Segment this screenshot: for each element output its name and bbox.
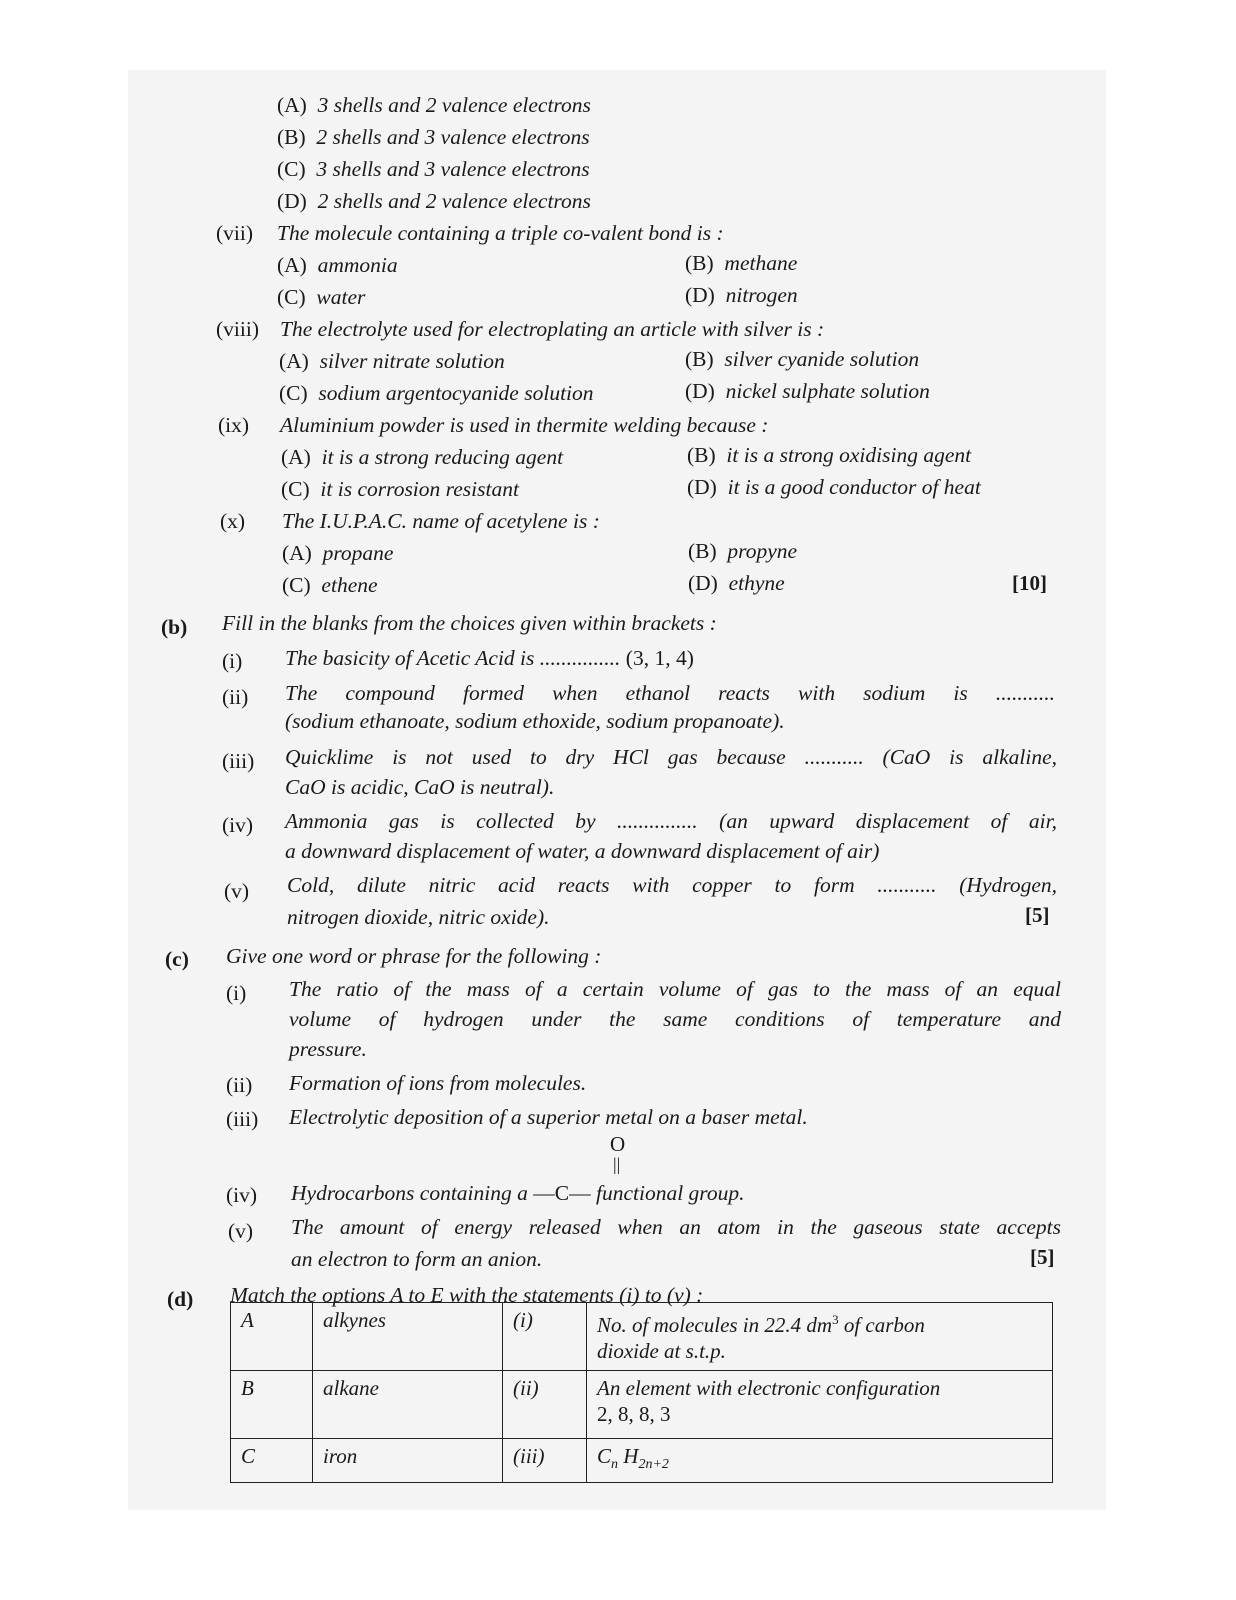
- part-b-ii-line2: (sodium ethanoate, sodium ethoxide, sodium propanoate).: [285, 709, 785, 733]
- row-option: alkynes: [313, 1303, 503, 1371]
- part-b-iii-number: (iii): [222, 749, 255, 773]
- part-c-ii-text: Formation of ions from molecules.: [289, 1071, 587, 1095]
- part-c-ii-number: (ii): [226, 1073, 253, 1097]
- marks-part-a: [10]: [1012, 571, 1047, 595]
- row-statement: $C_n$ $H_{2n+2}$: [587, 1439, 1053, 1483]
- row-letter: C: [231, 1439, 313, 1483]
- q8-option-d: (D) nickel sulphate solution: [685, 379, 930, 403]
- part-b-ii-line1: The compound formed when ethanol reacts with sodium is ...........: [285, 681, 1055, 705]
- marks-part-c: [5]: [1030, 1245, 1055, 1269]
- part-c-iv-number: (iv): [226, 1183, 258, 1207]
- part-b-v-line2: nitrogen dioxide, nitric oxide).: [287, 905, 550, 929]
- q7-text: The molecule containing a triple co-valent bond is :: [277, 221, 724, 245]
- row-letter: B: [231, 1371, 313, 1439]
- row-option: iron: [313, 1439, 503, 1483]
- part-b-iii-line1: Quicklime is not used to dry HCl gas because ........... (CaO is alkaline,: [285, 745, 1057, 769]
- part-c-i-line3: pressure.: [289, 1037, 367, 1061]
- row-option: alkane: [313, 1371, 503, 1439]
- part-b-iv-number: (iv): [222, 813, 254, 837]
- row-letter: A: [231, 1303, 313, 1371]
- q10-option-c: (C) ethene: [282, 573, 378, 597]
- q10-option-d: (D) ethyne: [688, 571, 785, 595]
- q8-option-b: (B) silver cyanide solution: [685, 347, 920, 371]
- row-statement: No. of molecules in 22.4 $dm^3$ of carbon dioxide at s.t.p.: [587, 1303, 1053, 1371]
- carbonyl-group: —C—: [533, 1181, 591, 1205]
- part-b-iv-line1: Ammonia gas is collected by ............... (an upward displacement of air,: [285, 809, 1057, 833]
- q7-option-d: (D) nitrogen: [685, 283, 798, 307]
- q7-option-b: (B) methane: [685, 251, 798, 275]
- table-row: [231, 1371, 1053, 1439]
- q10-number: (x): [220, 509, 246, 533]
- marks-part-b: [5]: [1025, 903, 1050, 927]
- q9-text: Aluminium powder is used in thermite welding because :: [280, 413, 769, 437]
- q10-text: The I.U.P.A.C. name of acetylene is :: [282, 509, 600, 533]
- q8-option-a: (A) silver nitrate solution: [279, 349, 505, 373]
- q6-option-b: (B) 2 shells and 3 valence electrons: [277, 125, 590, 149]
- q10-option-b: (B) propyne: [688, 539, 798, 563]
- part-c-v-line1: The amount of energy released when an atom in the gaseous state accepts: [291, 1215, 1061, 1239]
- row-number: (i): [503, 1303, 587, 1371]
- q6-option-d: (D) 2 shells and 2 valence electrons: [277, 189, 591, 213]
- q7-option-c: (C) water: [277, 285, 366, 309]
- row-number: (iii): [503, 1439, 587, 1483]
- match-table: [230, 1302, 1053, 1483]
- q8-number: (viii): [216, 317, 259, 341]
- part-b-v-number: (v): [224, 879, 250, 903]
- q9-number: (ix): [218, 413, 250, 437]
- q7-option-a: (A) ammonia: [277, 253, 398, 277]
- part-d-label: (d): [167, 1287, 194, 1311]
- part-c-iii-text: Electrolytic deposition of a superior metal on a baser metal.: [289, 1105, 808, 1129]
- q9-option-b: (B) it is a strong oxidising agent: [687, 443, 972, 467]
- part-b-i-text: The basicity of Acetic Acid is ............... (3, 1, 4): [285, 646, 694, 670]
- q7-number: (vii): [216, 221, 254, 245]
- part-c-i-number: (i): [226, 981, 247, 1005]
- part-c-v-line2: an electron to form an anion.: [291, 1247, 543, 1271]
- part-b-i-number: (i): [222, 649, 243, 673]
- table-row: [231, 1439, 1053, 1483]
- q6-option-c: (C) 3 shells and 3 valence electrons: [277, 157, 590, 181]
- part-b-ii-number: (ii): [222, 685, 249, 709]
- q9-option-d: (D) it is a good conductor of heat: [687, 475, 981, 499]
- q8-option-c: (C) sodium argentocyanide solution: [279, 381, 594, 405]
- part-c-iv-text: Hydrocarbons containing a —C— functional group.: [291, 1181, 745, 1205]
- part-c-heading: Give one word or phrase for the following :: [226, 944, 602, 968]
- q8-text: The electrolyte used for electroplating an article with silver is :: [280, 317, 825, 341]
- part-b-iii-line2: CaO is acidic, CaO is neutral).: [285, 775, 555, 799]
- q9-option-a: (A) it is a strong reducing agent: [281, 445, 564, 469]
- part-b-heading: Fill in the blanks from the choices given within brackets :: [222, 611, 717, 635]
- part-c-i-line2: volume of hydrogen under the same conditions of temperature and: [289, 1007, 1061, 1031]
- part-c-label: (c): [165, 947, 189, 971]
- part-b-v-line1: Cold, dilute nitric acid reacts with copper to form ........... (Hydrogen,: [287, 873, 1057, 897]
- carbonyl-oxygen: O: [610, 1132, 626, 1156]
- part-b-label: (b): [161, 615, 188, 639]
- part-c-v-number: (v): [228, 1219, 254, 1243]
- part-b-iv-line2: a downward displacement of water, a downward displacement of air): [285, 839, 880, 863]
- table-row: [231, 1303, 1053, 1371]
- carbonyl-double-bond: ||: [613, 1154, 621, 1174]
- part-d-heading: Match the options A to E with the statements (i) to (v) :: [230, 1283, 704, 1307]
- q9-option-c: (C) it is corrosion resistant: [281, 477, 519, 501]
- part-c-iii-number: (iii): [226, 1107, 259, 1131]
- row-statement: An element with electronic configuration 2, 8, 8, 3: [587, 1371, 1053, 1439]
- part-c-i-line1: The ratio of the mass of a certain volume of gas to the mass of an equal: [289, 977, 1061, 1001]
- q6-option-a: (A) 3 shells and 2 valence electrons: [277, 93, 591, 117]
- row-number: (ii): [503, 1371, 587, 1439]
- q10-option-a: (A) propane: [282, 541, 394, 565]
